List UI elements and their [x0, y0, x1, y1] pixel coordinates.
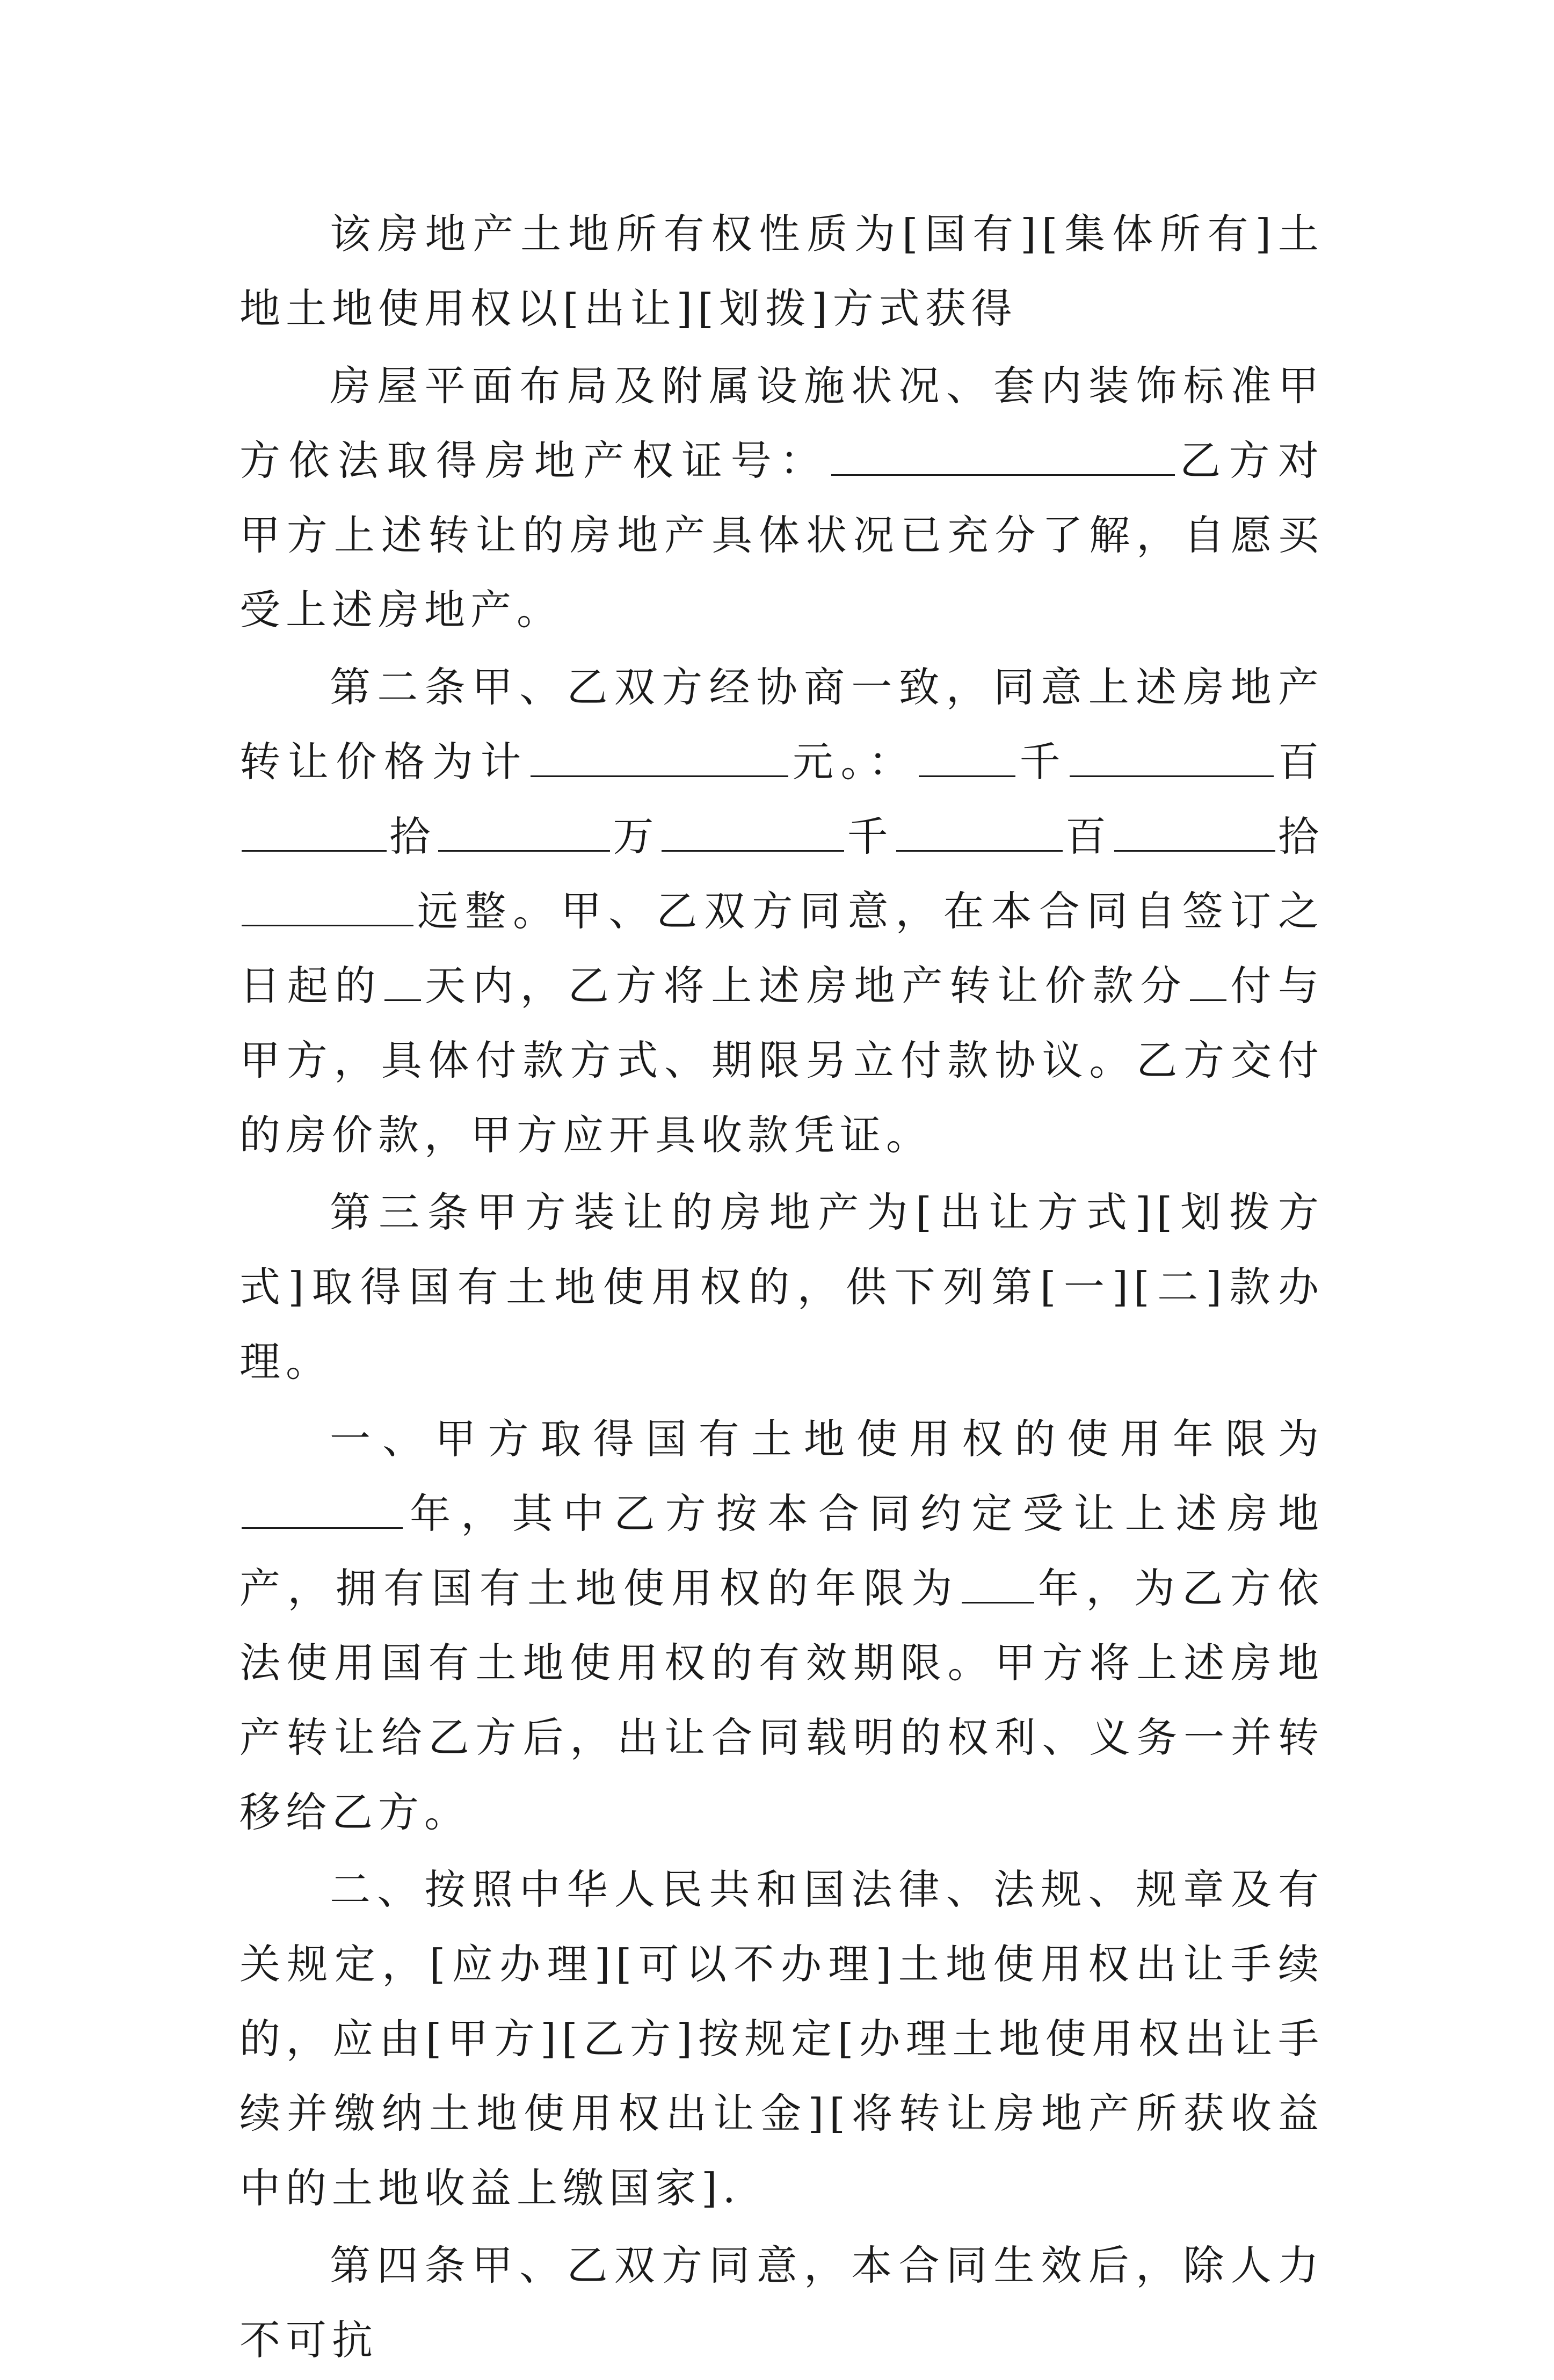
paragraph-land-transfer-procedure: [239, 1852, 1324, 2225]
price-blank: [242, 816, 387, 852]
paragraph-land-use-term: [239, 1402, 1324, 1849]
paragraph-article-2-price: [239, 650, 1324, 1172]
paragraph-text: 第二条甲、乙双方经协商一致，同意上述房地产转让价格为计: [239, 663, 1324, 786]
paragraph-text: 一、甲方取得国有土地使用权的使用年限为: [330, 1415, 1324, 1463]
paragraph-article-4: [239, 2228, 1324, 2377]
unit-label: 万: [612, 812, 660, 860]
price-blank: [242, 890, 413, 926]
price-blank: [662, 816, 844, 852]
price-blank: [438, 816, 610, 852]
unit-label: 百: [1276, 738, 1325, 786]
paragraph-text: 第三条甲方装让的房地产为[出让方式][划拨方式]取得国有土地使用权的，供下列第[一][二]款办理。: [239, 1188, 1324, 1385]
unit-label: 千: [846, 812, 894, 860]
paragraph-property-certificate: [239, 349, 1324, 647]
term-years-blank: [242, 1493, 403, 1529]
paragraph-text: 年，其中乙方按本合同约定受让上述房地产，拥有国有土地使用权的年限为: [239, 1490, 1324, 1612]
contract-body: [239, 197, 1324, 2380]
paragraph-text: 天内，乙方将上述房地产转让价款分: [423, 962, 1188, 1010]
term-years-blank: [962, 1568, 1034, 1603]
paragraph-text: 房屋平面布局及附属设施状况、套内装饰标准甲方依法取得房地产权证号：: [239, 362, 1324, 484]
paragraph-article-3: [239, 1175, 1324, 1399]
price-blank: [896, 816, 1063, 852]
paragraph-text: 第四条甲、乙双方同意，本合同生效后，除人力不可抗: [239, 2241, 1324, 2364]
paragraph-text: 二、按照中华人民共和国法律、法规、规章及有关规定，[应办理][可以不办理]土地使用权出让手续的，应由[甲方][乙方]按规定[办理土地使用权出让手续并缴纳土地使用权出让金][将转让房地产所获收益中的土地收益上缴国家].: [239, 1866, 1324, 2212]
paragraph-text: 乙方对甲方上述转让的房地产具体状况已充分了解，自愿买受上述房地产。: [239, 437, 1325, 634]
unit-label: 千: [1017, 738, 1068, 786]
price-blank: [1114, 816, 1275, 852]
paragraph-text: 该房地产土地所有权性质为[国有][集体所有]土地土地使用权以[出让][划拨]方式获得: [239, 210, 1324, 332]
paragraph-text: 元。：: [790, 738, 917, 786]
price-total-blank: [531, 741, 788, 777]
installments-blank: [1190, 965, 1226, 1001]
paragraph-land-ownership: [239, 197, 1324, 346]
price-blank: [919, 741, 1015, 777]
unit-label: 百: [1064, 812, 1112, 860]
paragraph-text: 年，为乙方依法使用国有土地使用权的有效期限。甲方将上述房地产转让给乙方后，出让合同载明的权利、义务一并转移给乙方。: [239, 1564, 1325, 1836]
paragraph-text: 远整。甲、乙双方同意，在本合同自签订之日起的: [239, 887, 1324, 1010]
paragraph-text: 付与甲方，具体付款方式、期限另立付款协议。乙方交付的房价款，甲方应开具收款凭证。: [239, 962, 1325, 1159]
unit-label: 拾: [389, 812, 437, 860]
price-blank: [1070, 741, 1274, 777]
unit-label: 拾: [1277, 812, 1325, 860]
days-blank: [384, 965, 421, 1001]
certificate-number-blank: [831, 440, 1175, 476]
